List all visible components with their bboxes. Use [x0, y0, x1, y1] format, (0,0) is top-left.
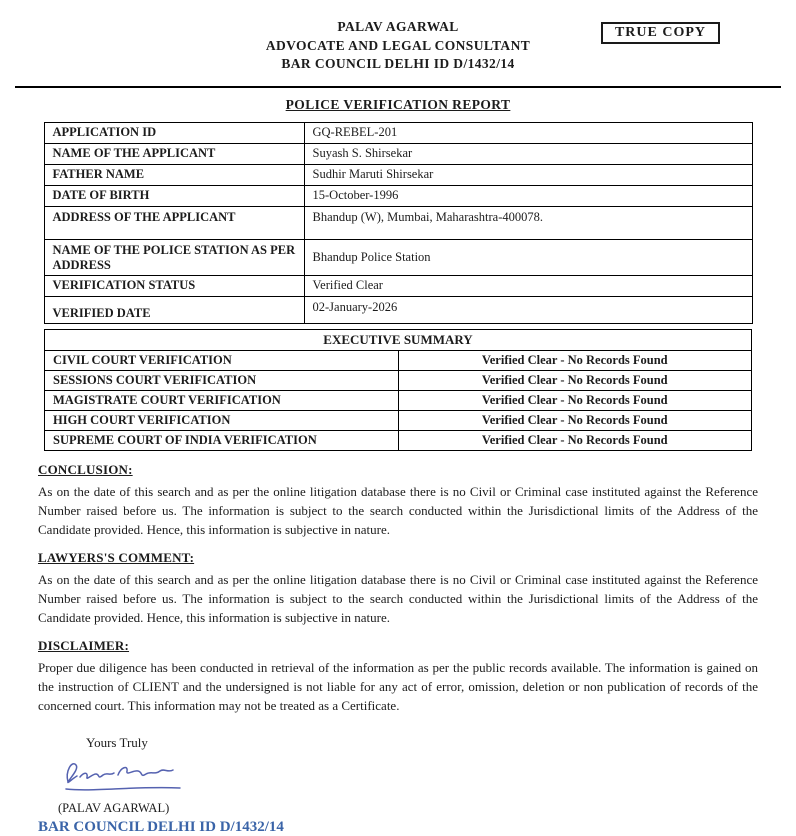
signatory-name: (PALAV AGARWAL): [58, 800, 170, 815]
row-label: FATHER NAME: [44, 164, 304, 185]
row-label: VERIFIED DATE: [44, 296, 304, 323]
row-value: 15-October-1996: [304, 185, 752, 206]
table-row: [44, 122, 752, 143]
row-value: Verified Clear: [304, 275, 752, 296]
table-row: [44, 296, 752, 323]
executive-summary-title: EXECUTIVE SUMMARY: [45, 329, 752, 350]
row-label: HIGH COURT VERIFICATION: [45, 410, 399, 430]
conclusion-heading: CONCLUSION:: [38, 461, 133, 477]
table-row: [45, 370, 752, 390]
table-row: [44, 185, 752, 206]
disclaimer-heading: DISCLAIMER:: [38, 637, 130, 653]
table-row: [44, 143, 752, 164]
row-value: Verified Clear - No Records Found: [398, 350, 752, 370]
executive-summary-header-row: [45, 329, 752, 350]
advocate-title: ADVOCATE AND LEGAL CONSULTANT: [265, 37, 531, 53]
executive-summary-table: [44, 329, 752, 451]
header-divider: [15, 86, 781, 88]
row-value: Verified Clear - No Records Found: [398, 370, 752, 390]
table-row: [44, 164, 752, 185]
row-label: ADDRESS OF THE APPLICANT: [44, 206, 304, 239]
row-value: Bhandup Police Station: [304, 239, 752, 275]
lawyers-comment-heading: LAWYERS'S COMMENT:: [38, 549, 195, 565]
advocate-name: PALAV AGARWAL: [337, 19, 459, 34]
row-label: MAGISTRATE COURT VERIFICATION: [45, 390, 399, 410]
row-label: SESSIONS COURT VERIFICATION: [45, 370, 399, 390]
lawyers-comment-section: [38, 550, 758, 627]
row-value: 02-January-2026: [304, 296, 752, 323]
table-row: [45, 410, 752, 430]
advocate-bar-id: BAR COUNCIL DELHI ID D/1432/14: [281, 56, 515, 71]
table-row: [45, 390, 752, 410]
row-value: Sudhir Maruti Shirsekar: [304, 164, 752, 185]
closing-text: Yours Truly: [86, 734, 148, 750]
row-label: NAME OF THE APPLICANT: [44, 143, 304, 164]
row-label: CIVIL COURT VERIFICATION: [45, 350, 399, 370]
row-label: VERIFICATION STATUS: [44, 275, 304, 296]
disclaimer-section: [38, 638, 758, 715]
row-label: SUPREME COURT OF INDIA VERIFICATION: [45, 430, 399, 450]
row-value: Verified Clear - No Records Found: [398, 430, 752, 450]
applicant-details-table: [44, 122, 753, 324]
row-value: Bhandup (W), Mumbai, Maharashtra-400078.: [304, 206, 752, 239]
row-value: Verified Clear - No Records Found: [398, 390, 752, 410]
row-label: DATE OF BIRTH: [44, 185, 304, 206]
table-row: [44, 239, 752, 275]
table-row: [45, 430, 752, 450]
row-value: Suyash S. Shirsekar: [304, 143, 752, 164]
page-title: POLICE VERIFICATION REPORT: [285, 96, 511, 112]
lawyers-comment-body: As on the date of this search and as per the online litigation database there is no Civil or Criminal case instituted against the Reference Number raised before us. The information is subject to the search conducted within the Jurisdictional limits of the Address of the Candidate provided. Hence, this information is subjective in nature.: [38, 571, 758, 625]
conclusion-section: [38, 462, 758, 539]
true-copy-stamp: TRUE COPY: [601, 22, 720, 44]
row-label: NAME OF THE POLICE STATION AS PER ADDRESS: [44, 239, 304, 275]
conclusion-body: As on the date of this search and as per the online litigation database there is no Civil or Criminal case instituted against the Reference Number raised before us. The information is subject to the search conducted within the Jurisdictional limits of the Address of the Candidate provided. Hence, this information is subjective in nature.: [38, 483, 758, 537]
table-row: [45, 350, 752, 370]
row-label: APPLICATION ID: [44, 122, 304, 143]
row-value: GQ-REBEL-201: [304, 122, 752, 143]
table-row: [44, 206, 752, 239]
bar-council-id: BAR COUNCIL DELHI ID D/1432/14: [38, 818, 284, 835]
disclaimer-body: Proper due diligence has been conducted in retrieval of the information as per the public records available. The information is gained on the instruction of CLIENT and the undersigned is not liable for any act of error, omission, deletion or non publication of records of the concerned court. This information may not be treated as a Certificate.: [38, 659, 758, 713]
row-value: Verified Clear - No Records Found: [398, 410, 752, 430]
table-row: [44, 275, 752, 296]
